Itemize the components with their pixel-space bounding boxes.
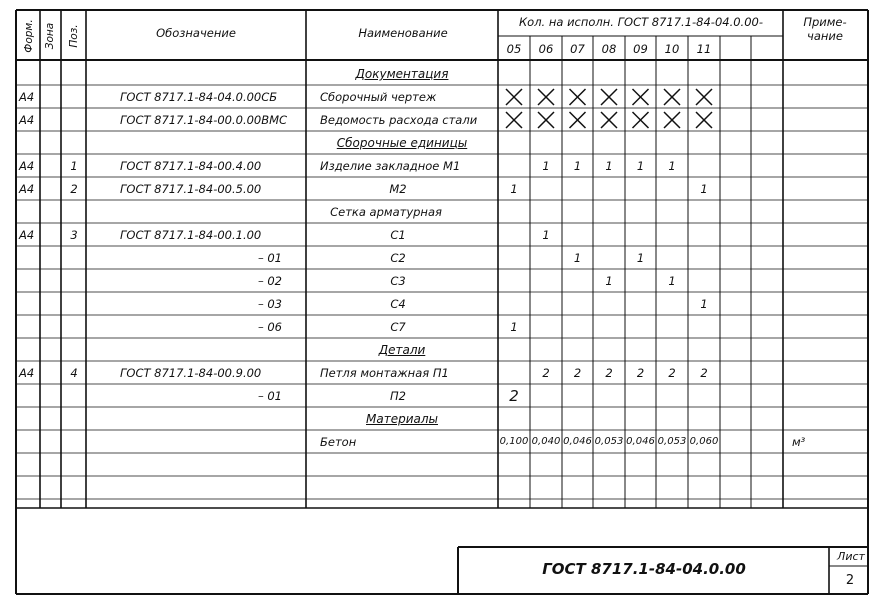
stamp-doc-number: ГОСТ 8717.1-84-04.0.00: [542, 560, 746, 578]
cross-mark: [696, 89, 712, 105]
cross-mark: [538, 112, 554, 128]
row-designation: ГОСТ 8717.1-84-00.0.00ВМС: [120, 113, 288, 127]
row-name: Петля монтажная П1: [320, 366, 449, 380]
header-variant-5: 10: [664, 42, 680, 56]
qty-value: 2: [668, 366, 676, 380]
row-designation: – 03: [257, 297, 282, 311]
qty-value: 1: [605, 159, 613, 173]
qty-value: 0,053: [594, 436, 624, 447]
qty-value: 1: [542, 159, 550, 173]
row-name: П2: [390, 389, 406, 403]
row-designation: ГОСТ 8717.1-84-00.5.00: [120, 182, 262, 196]
qty-value: 1: [700, 297, 708, 311]
qty-value: 2: [542, 366, 550, 380]
row-format: А4: [19, 159, 35, 173]
cross-mark: [538, 89, 554, 105]
row-position: 2: [70, 182, 78, 196]
header-qty-title: Кол. на исполн. ГОСТ 8717.1-84-04.0.00-: [519, 15, 763, 29]
cross-mark: [696, 112, 712, 128]
header-variant-1: 06: [538, 42, 554, 56]
row-name: Изделие закладное М1: [320, 159, 461, 173]
qty-value: 1: [700, 182, 708, 196]
row-designation: – 06: [257, 320, 282, 334]
qty-value: 2: [605, 366, 613, 380]
row-designation: – 01: [257, 251, 282, 265]
section-heading: Материалы: [366, 412, 438, 426]
qty-value: 1: [668, 159, 676, 173]
cross-mark: [664, 89, 680, 105]
header-variant-4: 09: [633, 42, 648, 56]
row-position: 4: [70, 366, 78, 380]
qty-value: 2: [509, 387, 519, 405]
row-name: М2: [389, 182, 407, 196]
section-heading: Документация: [355, 67, 449, 81]
header-name: Наименование: [358, 26, 448, 40]
row-format: А4: [19, 228, 35, 242]
row-name: С3: [390, 274, 406, 288]
qty-value: 1: [636, 159, 645, 173]
qty-value: 0,060: [689, 436, 719, 447]
header-variant-3: 08: [601, 42, 617, 56]
section-heading: Детали: [378, 343, 426, 357]
row-note: м³: [792, 435, 806, 449]
qty-value: 2: [700, 366, 708, 380]
header-pos: Поз.: [68, 24, 80, 48]
qty-value: 1: [573, 251, 582, 265]
header-note-line2: чание: [807, 29, 843, 43]
cross-mark: [506, 89, 522, 105]
row-format: А4: [19, 182, 35, 196]
header-variant-6: 11: [696, 42, 712, 56]
row-name: С2: [390, 251, 406, 265]
qty-value: 2: [636, 366, 645, 380]
row-format: А4: [19, 113, 35, 127]
row-designation: ГОСТ 8717.1-84-00.4.00: [120, 159, 262, 173]
qty-value: 0,053: [657, 436, 687, 447]
section-heading: Сборочные единицы: [336, 136, 468, 150]
qty-value: 2: [573, 366, 582, 380]
row-position: 1: [70, 159, 78, 173]
qty-value: 0,046: [626, 436, 655, 447]
qty-value: 1: [510, 182, 518, 196]
qty-value: 0,046: [563, 436, 592, 447]
row-designation: – 02: [257, 274, 282, 288]
cross-mark: [570, 112, 586, 128]
row-name: Ведомость расхода стали: [320, 113, 478, 127]
qty-value: 1: [510, 320, 518, 334]
row-position: 3: [70, 228, 78, 242]
header-zone: Зона: [44, 22, 56, 50]
header-form: Форм.: [23, 19, 35, 53]
cross-mark: [570, 89, 586, 105]
row-format: А4: [19, 366, 35, 380]
cross-mark: [506, 112, 522, 128]
header-designation: Обозначение: [156, 26, 236, 40]
row-format: А4: [19, 90, 35, 104]
row-designation: ГОСТ 8717.1-84-00.1.00: [120, 228, 262, 242]
row-designation: ГОСТ 8717.1-84-04.0.00СБ: [120, 90, 278, 104]
qty-value: 1: [542, 228, 550, 242]
row-designation: – 01: [257, 389, 282, 403]
row-name: Бетон: [320, 435, 357, 449]
qty-value: 1: [668, 274, 676, 288]
row-designation: ГОСТ 8717.1-84-00.9.00: [120, 366, 262, 380]
cross-mark: [601, 112, 617, 128]
qty-value: 1: [605, 274, 613, 288]
row-name: С7: [390, 320, 406, 334]
header-variant-2: 07: [570, 42, 585, 56]
header-note-line1: Приме-: [803, 15, 847, 29]
qty-value: 1: [573, 159, 582, 173]
header-variant-0: 05: [506, 42, 522, 56]
qty-value: 0,100: [499, 436, 529, 447]
row-name: С4: [390, 297, 406, 311]
row-name: Сборочный чертеж: [320, 90, 437, 104]
row-name: С1: [390, 228, 406, 242]
cross-mark: [633, 112, 649, 128]
cross-mark: [664, 112, 680, 128]
qty-value: 0,040: [531, 436, 561, 447]
stamp-sheet-number: 2: [845, 573, 855, 588]
qty-value: 1: [636, 251, 645, 265]
stamp-sheet-label: Лист: [837, 550, 865, 563]
group-subtitle: Сетка арматурная: [330, 205, 442, 219]
cross-mark: [601, 89, 617, 105]
cross-mark: [633, 89, 649, 105]
